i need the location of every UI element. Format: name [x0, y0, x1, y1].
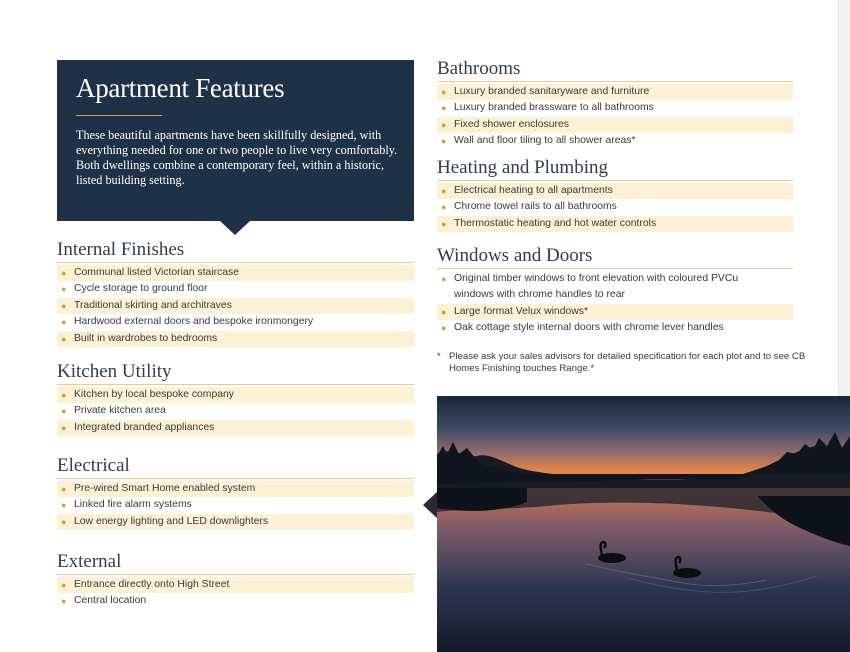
bullet-icon: ● — [61, 484, 67, 494]
bullet-icon: ● — [441, 306, 447, 317]
section-kitchen-utility — [57, 361, 414, 436]
feature-list — [437, 271, 793, 337]
bullet-icon: ● — [441, 274, 447, 284]
intro-text: These beautiful apartments have been skillfully designed, with everything needed for one or two people to live very comfortably. Both dwellings combine a contemporary feel, within a historic, listed building setting. — [76, 128, 398, 187]
section-title: Kitchen Utility — [57, 361, 172, 382]
section-title: External — [57, 551, 122, 572]
lake-sunset-illustration — [437, 396, 850, 652]
footnote-text: Please ask your sales advisors for detailed specification for each plot and to see CB Homes Finishing touches Range.* — [449, 351, 806, 374]
section-title: Internal Finishes — [57, 239, 185, 260]
bullet-icon: ● — [441, 202, 447, 213]
list-item: ● Original timber windows to front elevation with coloured PVCu windows with chrome handles to rear — [441, 273, 739, 301]
intro-title: Apartment Features — [76, 73, 285, 103]
list-item: ● Central location — [57, 593, 414, 609]
list-item: ● Hardwood external doors and bespoke ironmongery — [57, 314, 414, 330]
bullet-icon: ● — [61, 317, 67, 328]
bullet-icon: ● — [441, 186, 447, 196]
section-title: Heating and Plumbing — [437, 157, 608, 178]
bullet-icon: ● — [61, 406, 67, 417]
list-item: ● Built in wardrobes to bedrooms — [57, 331, 414, 347]
list-item: ● Cycle storage to ground floor — [57, 281, 414, 297]
section-internal-finishes — [57, 239, 414, 347]
list-item: ● Linked fire alarm systems — [57, 497, 414, 513]
feature-list — [437, 183, 793, 232]
bullet-icon: ● — [441, 218, 447, 229]
intro-panel — [57, 60, 414, 221]
footnote — [437, 351, 809, 375]
list-item: ● Integrated branded appliances — [57, 420, 414, 436]
footnote-star: * — [437, 351, 441, 362]
lake-sunset-photo — [437, 396, 850, 652]
section-rule — [437, 81, 793, 82]
list-item: ● Low energy lighting and LED downlighters — [57, 514, 414, 530]
list-item: ● Fixed shower enclosures — [437, 117, 793, 133]
section-electrical — [57, 455, 414, 530]
bullet-icon: ● — [61, 333, 67, 344]
list-item: ● Traditional skirting and architraves — [57, 298, 414, 314]
list-item: ● Pre-wired Smart Home enabled system — [57, 481, 414, 497]
section-rule — [57, 384, 414, 385]
bullet-icon: ● — [441, 87, 447, 97]
bullet-icon: ● — [441, 323, 447, 334]
section-bathrooms — [437, 58, 793, 150]
section-rule — [437, 180, 793, 181]
list-item: ● Luxury branded brassware to all bathrooms — [437, 100, 793, 116]
bullet-icon: ● — [61, 422, 67, 433]
section-rule — [57, 262, 414, 263]
section-rule — [437, 268, 793, 269]
list-item: ● Large format Velux windows* — [437, 304, 793, 320]
section-title: Windows and Doors — [437, 245, 593, 266]
bullet-icon: ● — [61, 500, 67, 511]
bullet-icon: ● — [441, 119, 447, 130]
feature-list — [57, 481, 414, 530]
section-rule — [57, 478, 414, 479]
list-item: ● Entrance directly onto High Street — [57, 577, 414, 593]
bullet-icon: ● — [441, 136, 447, 147]
bullet-icon: ● — [61, 284, 67, 295]
bullet-icon: ● — [61, 268, 67, 278]
section-title: Bathrooms — [437, 58, 521, 79]
feature-list — [57, 265, 414, 347]
intro-title-underline — [76, 115, 162, 116]
feature-list — [57, 387, 414, 436]
list-item: ● Chrome towel rails to all bathrooms — [437, 199, 793, 215]
list-item: ● Communal listed Victorian staircase — [57, 265, 414, 281]
section-title: Electrical — [57, 455, 130, 476]
bullet-icon: ● — [61, 300, 67, 311]
bullet-icon: ● — [61, 390, 67, 400]
list-item: ● Thermostatic heating and hot water controls — [437, 216, 793, 232]
section-windows-doors — [437, 245, 793, 337]
section-heating-plumbing — [437, 157, 793, 232]
bullet-icon: ● — [61, 596, 67, 607]
list-item: ● Wall and floor tiling to all shower areas* — [437, 133, 793, 149]
list-item: ● Luxury branded sanitaryware and furniture — [437, 84, 793, 100]
feature-list — [57, 577, 414, 610]
bullet-icon: ● — [441, 103, 447, 114]
list-item: ● Oak cottage style internal doors with chrome lever handles — [437, 320, 793, 336]
feature-list — [437, 84, 793, 150]
list-item: ● Kitchen by local bespoke company — [57, 387, 414, 403]
list-item: ● Private kitchen area — [57, 403, 414, 419]
photo-pointer-arrow — [423, 491, 438, 519]
bullet-icon: ● — [61, 516, 67, 527]
section-external — [57, 551, 414, 610]
intro-pointer-arrow — [220, 221, 250, 235]
bullet-icon: ● — [61, 580, 67, 590]
section-rule — [57, 574, 414, 575]
list-item: ● Electrical heating to all apartments — [437, 183, 793, 199]
